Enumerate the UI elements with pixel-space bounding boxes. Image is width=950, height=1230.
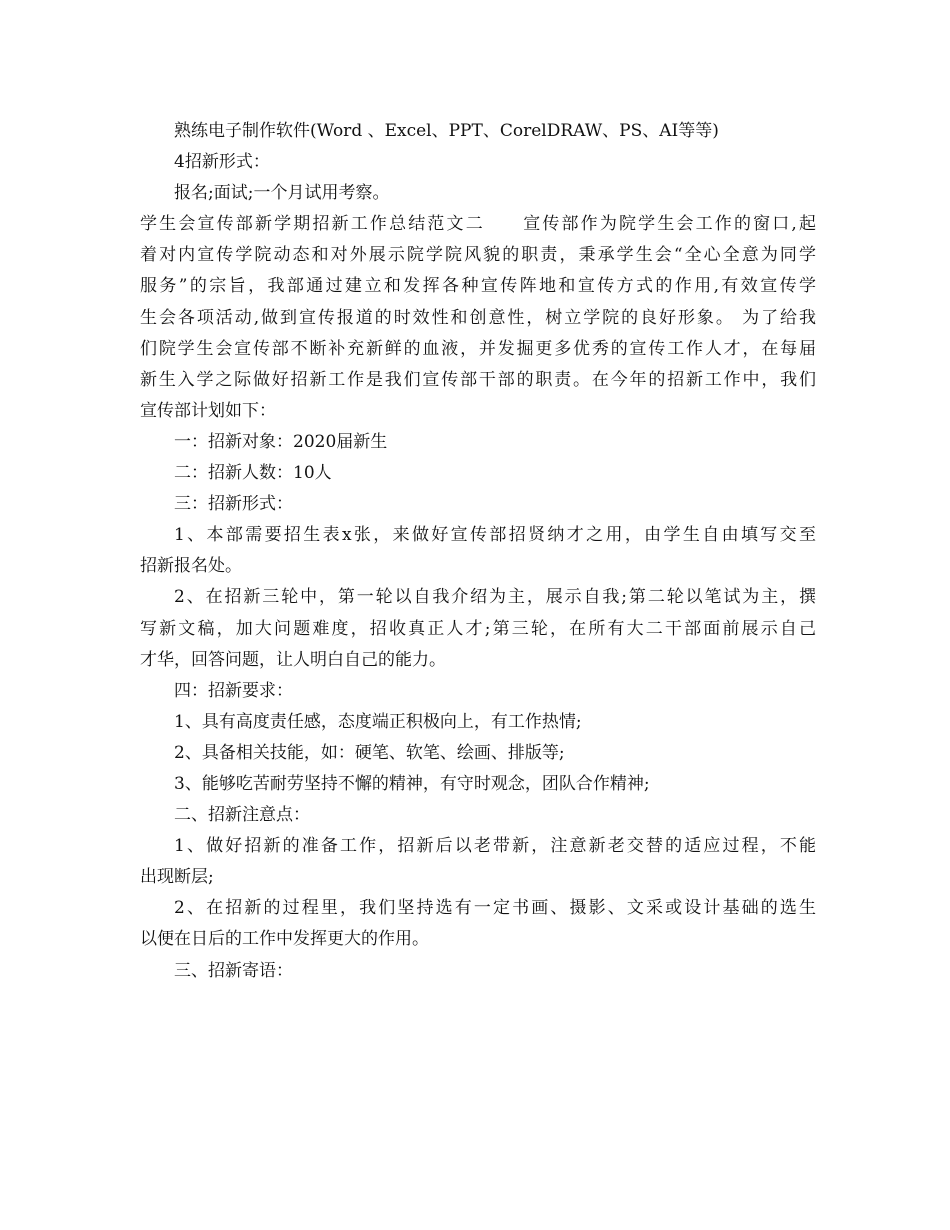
text-line: 3、能够吃苦耐劳坚持不懈的精神，有守时观念，团队合作精神; bbox=[174, 773, 650, 794]
text-line: 写新文稿，加大问题难度，招收真正人才;第三轮，在所有大二干部面前展示自己 bbox=[140, 618, 816, 639]
text-line: 2、在招新三轮中，第一轮以自我介绍为主，展示自我;第二轮以笔试为主，撰 bbox=[174, 587, 816, 608]
text-line: 三、招新寄语： bbox=[174, 960, 293, 981]
text-line: 以便在日后的工作中发挥更大的作用。 bbox=[140, 929, 429, 950]
text-line: 四：招新要求： bbox=[174, 680, 293, 701]
text-line: 报名;面试;一个月试用考察。 bbox=[174, 183, 390, 204]
text-line: 三：招新形式： bbox=[174, 494, 293, 515]
text-line: 才华，回答问题，让人明白自己的能力。 bbox=[140, 649, 446, 670]
text-line: 一：招新对象：2020届新生 bbox=[174, 431, 388, 452]
text-line: 4招新形式： bbox=[174, 152, 270, 173]
text-line: 1、具有高度责任感，态度端正积极向上，有工作热情; bbox=[174, 711, 582, 732]
text-line: 服务”的宗旨，我部通过建立和发挥各种宣传阵地和宣传方式的作用,有效宣传学 bbox=[140, 276, 816, 297]
text-line: 们院学生会宣传部不断补充新鲜的血液，并发掘更多优秀的宣传工作人才，在每届 bbox=[140, 338, 816, 359]
text-line: 新生入学之际做好招新工作是我们宣传部干部的职责。在今年的招新工作中，我们 bbox=[140, 369, 816, 390]
document-body bbox=[140, 116, 816, 987]
text-line: 1、本部需要招生表x张，来做好宣传部招贤纳才之用，由学生自由填写交至 bbox=[174, 525, 816, 546]
text-line: 出现断层; bbox=[140, 867, 214, 888]
text-line: 着对内宣传学院动态和对外展示院学院风貌的职责，秉承学生会“全心全意为同学 bbox=[140, 245, 816, 266]
text-line: 熟练电子制作软件(Word 、Excel、PPT、CorelDRAW、PS、AI等等) bbox=[174, 121, 719, 141]
text-line: 招新报名处。 bbox=[140, 556, 242, 577]
text-line: 2、具备相关技能，如：硬笔、软笔、绘画、排版等; bbox=[174, 742, 565, 763]
text-line: 生会各项活动,做到宣传报道的时效性和创意性，树立学院的良好形象。 为了给我 bbox=[140, 307, 816, 328]
text-line: 2、在招新的过程里，我们坚持选有一定书画、摄影、文采或设计基础的选生 bbox=[174, 898, 816, 919]
text-line: 学生会宣传部新学期招新工作总结范文二 宣传部作为院学生会工作的窗口,起 bbox=[140, 214, 816, 235]
text-line: 二：招新人数：10人 bbox=[174, 463, 332, 484]
text-line: 1、做好招新的准备工作，招新后以老带新，注意新老交替的适应过程，不能 bbox=[174, 836, 816, 857]
text-line: 宣传部计划如下： bbox=[140, 400, 276, 421]
text-line: 二、招新注意点： bbox=[174, 805, 310, 826]
